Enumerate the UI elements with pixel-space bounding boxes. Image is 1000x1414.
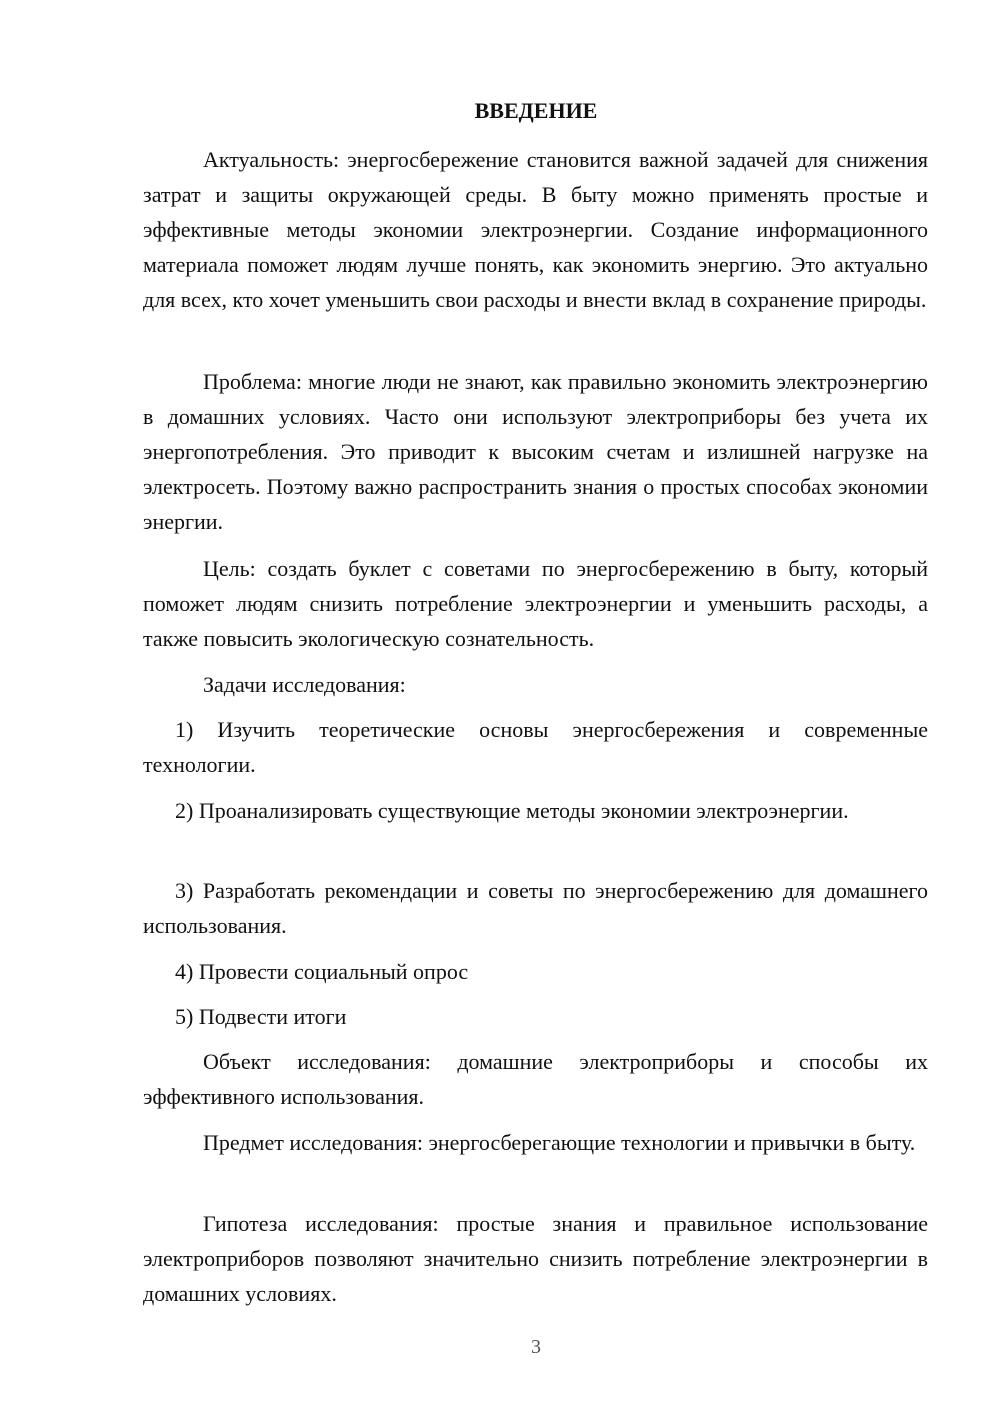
- task-item-2: 2) Проанализировать существующие методы экономии электроэнергии.: [175, 798, 849, 823]
- paragraph-relevance: Актуальность: энергосбережение становится важной задачей для снижения затрат и защиты окружающей среды. В быту можно применять простые и эффективные методы экономии электроэнергии. Создание информационного материала поможет людям лучше понять, как экономить энергию. Это актуально для всех, кто хочет уменьшить свои расходы и внести вклад в сохранение природы.: [143, 147, 928, 312]
- tasks-heading: Задачи исследования:: [203, 672, 406, 697]
- task-item-1: 1) Изучить теоретические основы энергосбережения и современные технологии.: [143, 717, 928, 777]
- task-item-3: 3) Разработать рекомендации и советы по энергосбережению для домашнего использования.: [143, 878, 928, 938]
- task-item-4: 4) Провести социальный опрос: [175, 959, 469, 984]
- paragraph-object: Объект исследования: домашние электроприборы и способы их эффективного использования.: [143, 1049, 928, 1109]
- paragraph-subject: Предмет исследования: энергосберегающие технологии и привычки в быту.: [203, 1130, 916, 1155]
- page-number: 3: [531, 1336, 541, 1358]
- paragraph-problem: Проблема: многие люди не знают, как правильно экономить электроэнергию в домашних условиях. Часто они используют электроприборы без учета их энергопотребления. Это приводит к высоким счетам и излишней нагрузке на электросеть. Поэтому важно распространить знания о простых способах экономии энергии.: [143, 369, 928, 534]
- paragraph-goal: Цель: создать буклет с советами по энергосбережению в быту, который поможет людям снизить потребление электроэнергии и уменьшить расходы, а также повысить экологическую сознательность.: [143, 556, 928, 651]
- page-title: ВВЕДЕНИЕ: [474, 98, 598, 123]
- task-item-5: 5) Подвести итоги: [175, 1004, 347, 1029]
- paragraph-hypothesis: Гипотеза исследования: простые знания и правильное использование электроприборов позволяют значительно снизить потребление электроэнергии в домашних условиях.: [143, 1211, 928, 1306]
